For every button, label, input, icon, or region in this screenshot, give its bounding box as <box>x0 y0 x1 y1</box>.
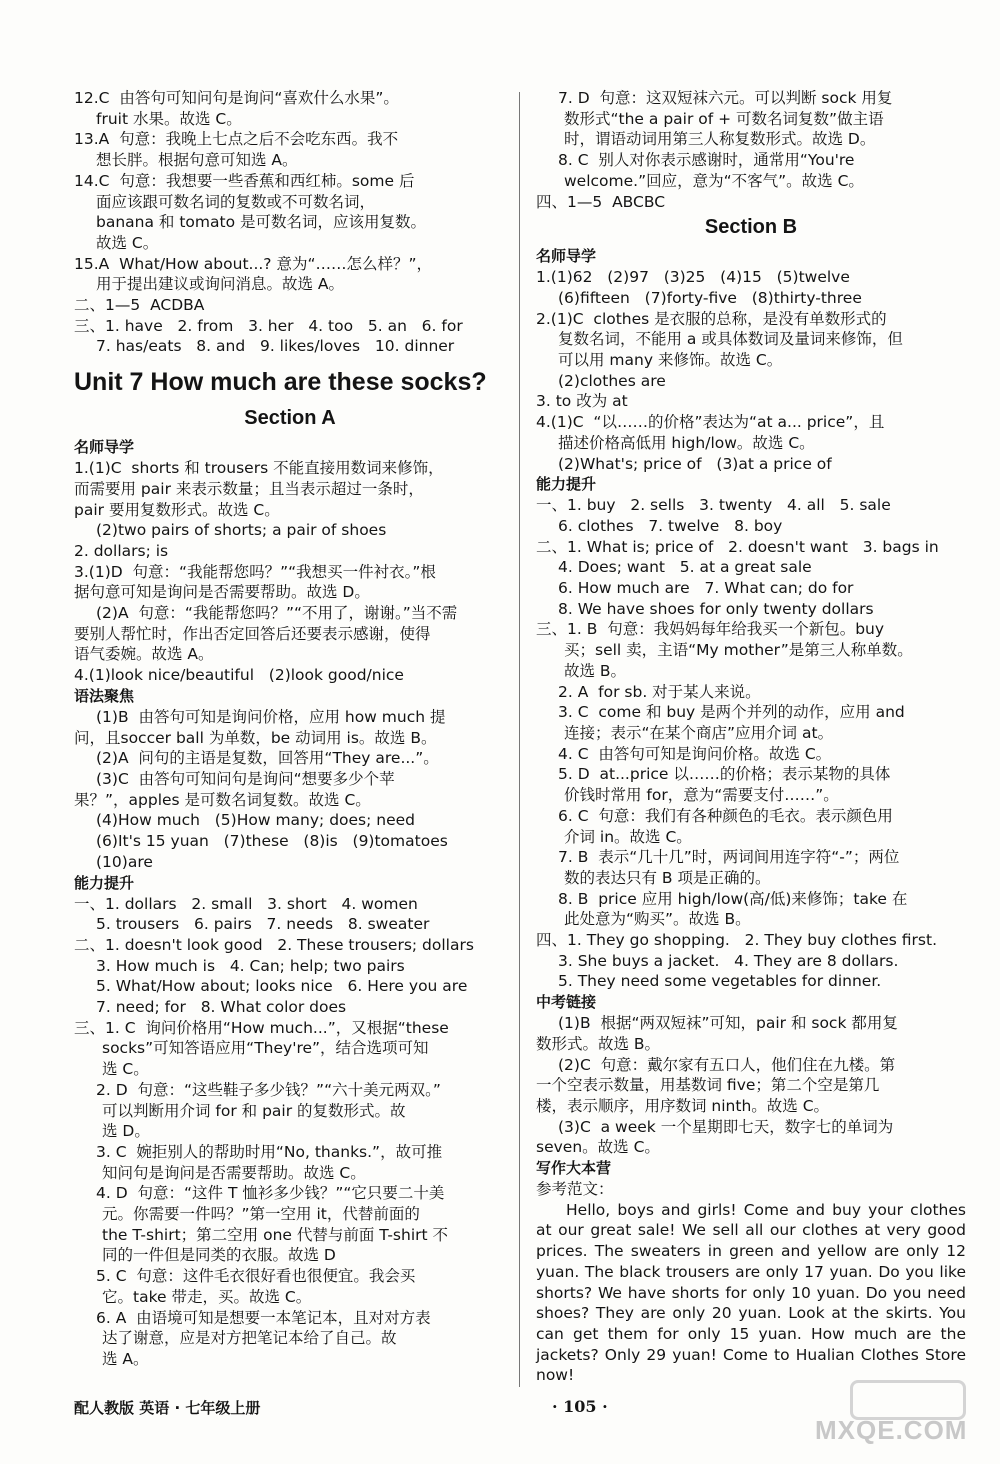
subsection-heading: 能力提升 <box>74 873 135 892</box>
answer-line: 故选 C。 <box>96 233 159 252</box>
answer-line: 语气委婉。故选 A。 <box>74 645 214 664</box>
answer-line: 4.(1)C “以……的价格”表达为“at a... price”，且 <box>536 413 885 432</box>
answer-line: 它。take 带走，买。故选 C。 <box>102 1287 312 1306</box>
subsection-heading: 中考链接 <box>536 993 597 1012</box>
answer-line: 三、1. have 2. from 3. her 4. too 5. an 6. for <box>74 316 463 335</box>
answer-line: 3. How much is 4. Can; help; two pairs <box>96 956 405 975</box>
answer-line: 4.(1)look nice/beautiful (2)look good/nice <box>74 666 404 685</box>
answer-line: 4. D 句意：“这件 T 恤衫多少钱？”“它只要二十美 <box>96 1184 445 1203</box>
page-number: · 105 · <box>552 1397 608 1416</box>
answer-line: fruit 水果。故选 C。 <box>96 109 242 128</box>
subsection-heading: 名师导学 <box>536 247 597 266</box>
section-title: Section B <box>704 216 798 239</box>
answer-line: 时，谓语动词用第三人称复数形式。故选 D。 <box>564 130 876 149</box>
answer-line: 描述价格高低用 high/low。故选 C。 <box>558 433 815 452</box>
answer-line: 可以用 many 来修饰。故选 C。 <box>558 351 783 370</box>
answer-line: 据句意可知是询问是否需要帮助。故选 D。 <box>74 583 370 602</box>
answer-line: (4)How much (5)How many; does; need <box>96 811 416 830</box>
answer-line: 四、1. They go shopping. 2. They buy clothes first. <box>536 931 938 950</box>
answer-line: (1)B 根据“两双短袜”可知，pair 和 sock 都用复 <box>558 1014 898 1033</box>
answer-line: 知问句是询问是否需要帮助。故选 C。 <box>102 1163 366 1182</box>
answer-line: 一、1. dollars 2. small 3. short 4. women <box>74 894 418 913</box>
answer-line: 3. C 婉拒别人的帮助时用“No, thanks.”，故可推 <box>96 1142 443 1161</box>
section-title: Section A <box>244 407 336 430</box>
answer-line: 连接；表示“在某个商店”应用介词 at。 <box>564 723 834 742</box>
answer-line: (6)fifteen (7)forty-five (8)thirty-three <box>558 288 862 307</box>
edition-label: 配人教版 英语 · 七年级上册 <box>74 1399 261 1417</box>
answer-line: 5. D at...price 以……的价格；表示某物的具体 <box>558 765 891 784</box>
answer-line: 一、1. buy 2. sells 3. twenty 4. all 5. sale <box>536 496 891 515</box>
answer-line: 而需要用 pair 来表示数量；且当表示超过一条时， <box>74 479 424 498</box>
answer-line: seven。故选 C。 <box>536 1138 660 1157</box>
answer-line: 7. need; for 8. What color does <box>96 998 347 1017</box>
answer-line: 果？”，apples 是可数名词复数。故选 C。 <box>74 790 371 809</box>
answer-line: 数的表达只有 B 项是正确的。 <box>564 868 771 887</box>
answer-line: 3. She buys a jacket. 4. They are 8 dollars. <box>558 951 899 970</box>
answer-line: 此处意为“购买”。故选 B。 <box>564 910 751 929</box>
answer-line: welcome.”回应，意为“不客气”。故选 C。 <box>564 171 864 190</box>
answer-line: 复数名词，不能用 a 或具体数词及量词来修饰，但 <box>558 330 903 349</box>
answer-line: 5. What/How about; looks nice 6. Here you are <box>96 977 468 996</box>
watermark-text: MXQE.COM <box>815 1415 968 1445</box>
answer-line: 8. B price 应用 high/low(高/低)来修饰；take 在 <box>558 889 908 908</box>
answer-line: 要别人帮忙时，作出否定回答后还要表示感谢，使得 <box>74 624 431 643</box>
answer-line: 楼，表示顺序，用序数词 ninth。故选 C。 <box>536 1096 830 1115</box>
answer-line: 数形式“the a pair of + 可数名词复数”做主语 <box>564 109 884 128</box>
answer-line: 5. They need some vegetables for dinner. <box>558 972 882 991</box>
answer-line: (10)are <box>96 852 153 871</box>
answer-line: (2)What's; price of (3)at a price of <box>558 454 832 473</box>
answer-line: 14.C 句意：我想要一些香蕉和西红柿。some 后 <box>74 171 415 190</box>
answer-line: 元。你需要一件吗？”第一空用 it，代替前面的 <box>102 1205 420 1224</box>
answer-line: 4. Does; want 5. at a great sale <box>558 558 812 577</box>
watermark-logo <box>850 1380 966 1420</box>
subsection-heading: 能力提升 <box>536 475 597 494</box>
answer-line: 7. has/eats 8. and 9. likes/loves 10. dinner <box>96 337 455 356</box>
answer-line: 介词 in。故选 C。 <box>564 827 692 846</box>
answer-line: 选 D。 <box>102 1122 150 1141</box>
answer-line: (2)two pairs of shorts; a pair of shoes <box>96 521 387 540</box>
answer-line: (2)clothes are <box>558 371 666 390</box>
answer-line: pair 要用复数形式。故选 C。 <box>74 500 280 519</box>
answer-line: (3)C 由答句可知问句是询问“想要多少个苹 <box>96 769 395 788</box>
answer-line: 4. C 由答句可知是询问价格。故选 C。 <box>558 744 832 763</box>
answer-line: 3.(1)D 句意：“我能帮您吗？”“我想买一件衬衣。”根 <box>74 562 436 581</box>
subsection-heading: 名师导学 <box>74 438 135 457</box>
answer-line: 2. D 句意：“这些鞋子多少钱？”“六十美元两双。” <box>96 1080 441 1099</box>
answer-line: 15.A What/How about...? 意为“……怎么样？”， <box>74 254 433 273</box>
answer-line: 可以判断用介词 for 和 pair 的复数形式。故 <box>102 1101 406 1120</box>
left-column <box>74 88 506 1370</box>
answer-line: 达了谢意，应是对方把笔记本给了自己。故 <box>102 1329 397 1348</box>
answer-line: 13.A 句意：我晚上七点之后不会吃东西。我不 <box>74 130 399 149</box>
answer-line: 参考范文： <box>536 1180 614 1199</box>
answer-line: 6. How much are 7. What can; do for <box>558 579 854 598</box>
answer-line: 1.(1)C shorts 和 trousers 不能直接用数词来修饰， <box>74 459 444 478</box>
answer-line: (2)A 问句的主语是复数，回答用“They are...”。 <box>96 749 439 768</box>
answer-line: 想长胖。根据句意可知选 A。 <box>96 151 298 170</box>
answer-line: 2.(1)C clothes 是衣服的总称，是没有单数形式的 <box>536 309 887 328</box>
answer-line: 二、1. doesn't look good 2. These trousers; dollars <box>74 935 474 954</box>
answer-line: 三、1. B 句意：我妈妈每年给我买一个新包。buy <box>536 620 885 639</box>
answer-line: 选 C。 <box>102 1060 149 1079</box>
answer-line: 价钱时常用 for，意为“需要支付……”。 <box>564 786 839 805</box>
answer-line: (2)C 句意：戴尔家有五口人，他们住在九楼。第 <box>558 1055 896 1074</box>
answer-line: 同的一件但是同类的衣服。故选 D <box>102 1246 336 1265</box>
answer-line: 故选 B。 <box>564 661 627 680</box>
answer-line: 3. to 改为 at <box>536 392 628 411</box>
answer-line: 二、1. What is; price of 2. doesn't want 3. bags in <box>536 537 939 556</box>
answer-line: 8. We have shoes for only twenty dollars <box>558 599 874 618</box>
answer-line: 买；sell 卖，主语“My mother”是第三人称单数。 <box>564 641 913 660</box>
unit-title: Unit 7 How much are these socks? <box>74 368 487 397</box>
answer-line: 数形式。故选 B。 <box>536 1034 661 1053</box>
answer-line: 6. clothes 7. twelve 8. boy <box>558 516 783 535</box>
answer-line: 用于提出建议或询问消息。故选 A。 <box>96 275 345 294</box>
answer-line: 3. C come 和 buy 是两个并列的动作，应用 and <box>558 703 905 722</box>
answer-line: 三、1. C 询问价格用“How much...”，又根据“these <box>74 1018 449 1037</box>
answer-line: (2)A 句意：“我能帮您吗？”“不用了，谢谢。”当不需 <box>96 604 458 623</box>
answer-line: 选 A。 <box>102 1349 149 1368</box>
answer-line: 问，且soccer ball 为单数，be 动词用 is。故选 B。 <box>74 728 437 747</box>
answer-line: socks”可知答语应用“They're”，结合选项可知 <box>102 1039 429 1058</box>
answer-line: banana 和 tomato 是可数名词，应该用复数。 <box>96 213 426 232</box>
answer-line: 面应该跟可数名词的复数或不可数名词， <box>96 192 376 211</box>
answer-line: 7. D 句意：这双短袜六元。可以判断 sock 用复 <box>558 89 893 107</box>
answer-line: 8. C 别人对你表示感谢时，通常用“You're <box>558 151 855 170</box>
answer-line: 2. A for sb. 对于某人来说。 <box>558 682 761 701</box>
answer-line: the T-shirt；第二空用 one 代替与前面 T-shirt 不 <box>102 1225 449 1244</box>
answer-line: (1)B 由答句可知是询问价格，应用 how much 提 <box>96 707 446 726</box>
answer-line: 6. A 由语境可知是想要一本笔记本，且对对方表 <box>96 1308 431 1327</box>
answer-line: 1.(1)62 (2)97 (3)25 (4)15 (5)twelve <box>536 268 850 287</box>
answer-line: 6. C 句意：我们有各种颜色的毛衣。表示颜色用 <box>558 806 893 825</box>
answer-line: 5. C 句意：这件毛衣很好看也很便宜。我会买 <box>96 1267 416 1286</box>
subsection-heading: 写作大本营 <box>536 1159 612 1178</box>
answer-line: 2. dollars; is <box>74 541 169 560</box>
subsection-heading: 语法聚焦 <box>74 686 135 705</box>
answer-line: (6)It's 15 yuan (7)these (8)is (9)tomatoes <box>96 832 448 851</box>
answer-line: 二、1—5 ACDBA <box>74 296 205 315</box>
column-divider <box>519 92 520 1387</box>
answer-line: 四、1—5 ABCBC <box>536 192 666 211</box>
model-essay: Hello, boys and girls! Come and buy your clothes at our great sale! We sell all our clothes at very good prices. The sweaters in green and yellow are only 12 yuan. The black trousers are only 17 yuan. Do you like shorts? We have shorts for only 10 yuan. Do you need shoes? They are only 20 yuan. Look at the skirts. You can get them for only 15 yuan. How much are the jackets? Only 29 yuan! Come to Hualian Clothes Store now! <box>536 1200 966 1385</box>
answer-line: 一个空表示数量，用基数词 five；第二个空是第几 <box>536 1076 880 1095</box>
answer-line: 7. B 表示“几十几”时，两词间用连字符“-”；两位 <box>558 848 900 867</box>
answer-line: 12.C 由答句可知问句是询问“喜欢什么水果”。 <box>74 89 399 107</box>
answer-line: 5. trousers 6. pairs 7. needs 8. sweater <box>96 915 430 934</box>
answer-line: (3)C a week 一个星期即七天，数字七的单词为 <box>558 1117 894 1136</box>
right-column <box>536 88 966 1386</box>
